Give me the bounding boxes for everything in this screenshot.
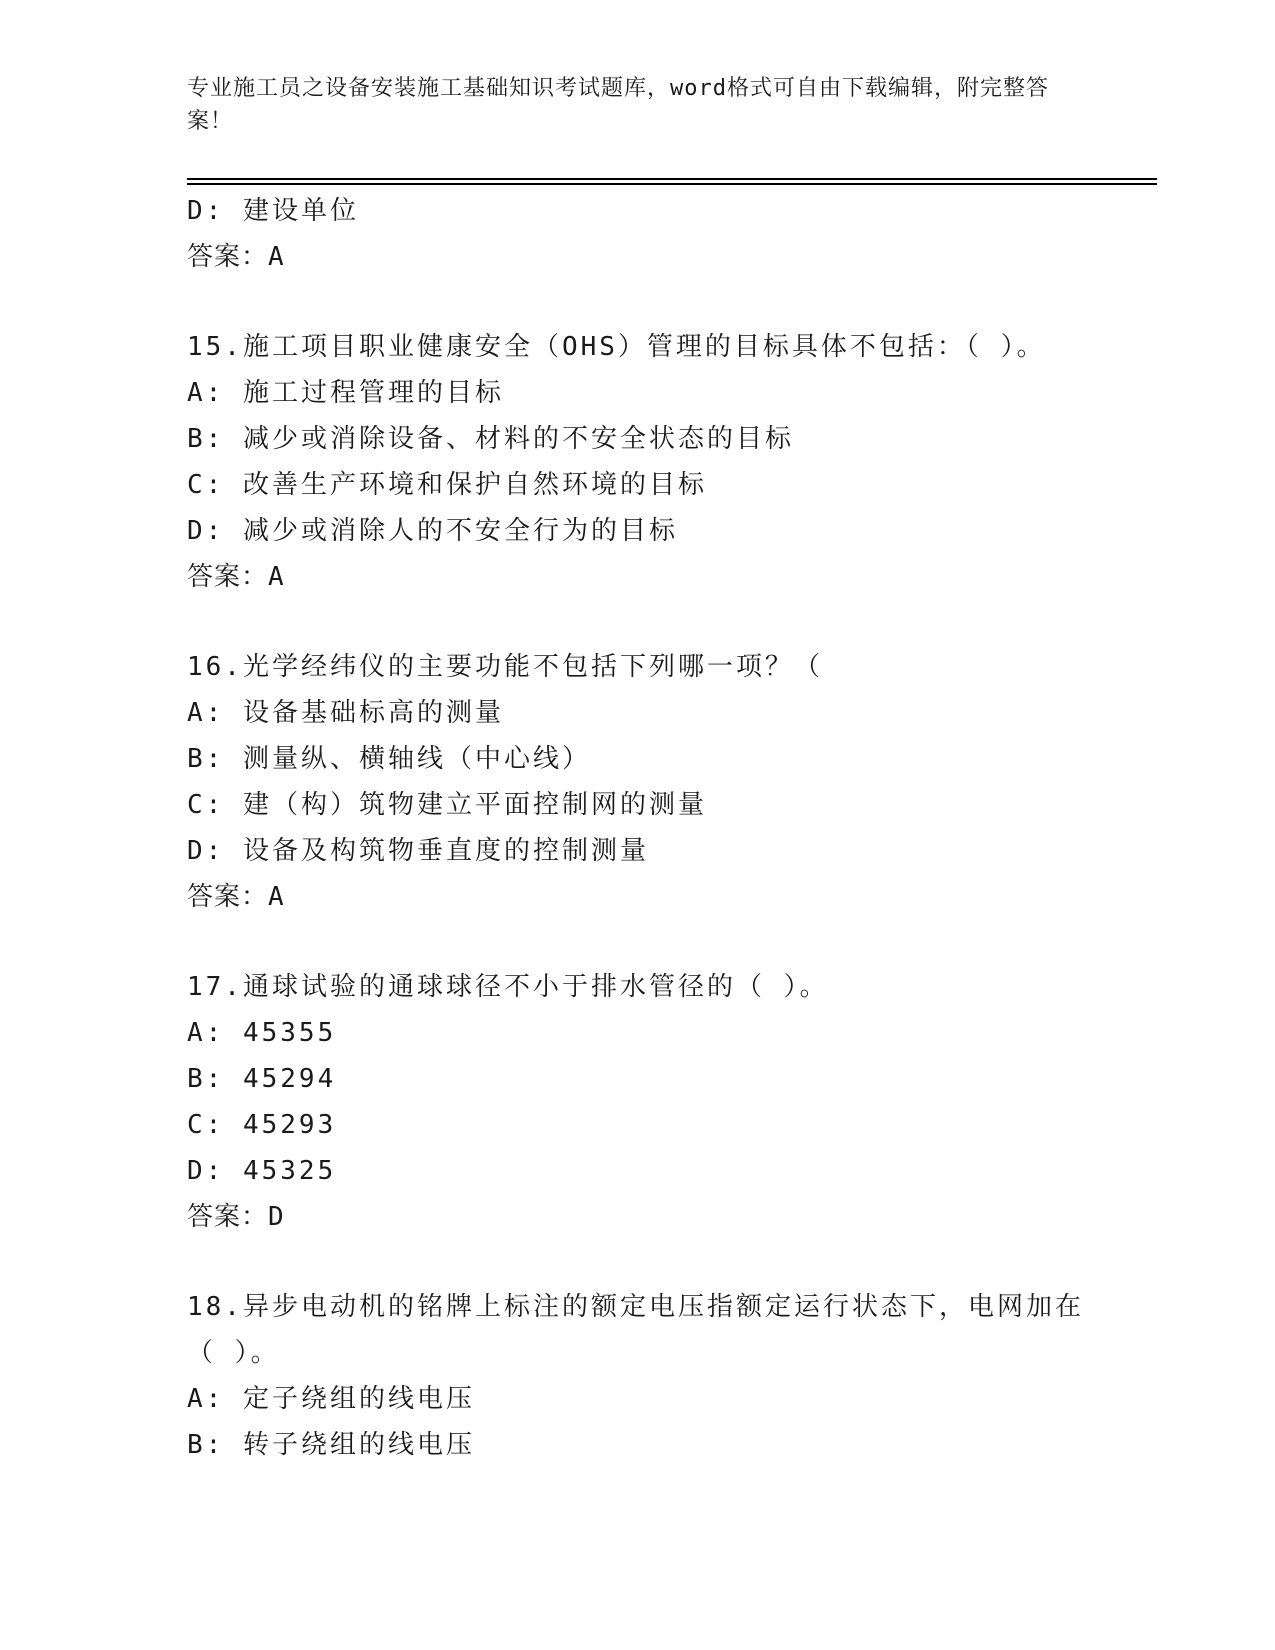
answer: 答案：A (187, 882, 285, 912)
option-a: A: 45355 (187, 1018, 337, 1048)
question-16 (187, 644, 1147, 920)
question-title: 18.异步电动机的铭牌上标注的额定电压指额定运行状态下，电网加在（ ）。 (187, 1292, 1084, 1368)
option-d: D: 45325 (187, 1156, 337, 1186)
question-18 (187, 1284, 1147, 1468)
header-rule-top (187, 178, 1157, 180)
option-b: B: 测量纵、横轴线（中心线） (187, 744, 591, 774)
option-c: C: 改善生产环境和保护自然环境的目标 (187, 470, 707, 500)
option-a: A: 定子绕组的线电压 (187, 1384, 475, 1414)
option-d: D: 设备及构筑物垂直度的控制测量 (187, 836, 649, 866)
answer: 答案：D (187, 1202, 285, 1232)
document-header: 专业施工员之设备安装施工基础知识考试题库，word格式可自由下载编辑，附完整答案！ (187, 76, 1049, 134)
option-d: D: 建设单位 (187, 196, 359, 226)
option-b: B: 转子绕组的线电压 (187, 1430, 475, 1460)
option-a: A: 施工过程管理的目标 (187, 378, 504, 408)
question-list (187, 188, 1147, 1468)
option-c: C: 45293 (187, 1110, 337, 1140)
question-title: 16.光学经纬仪的主要功能不包括下列哪一项？（ (187, 652, 823, 682)
question-15 (187, 324, 1147, 600)
answer: 答案：A (187, 242, 285, 272)
option-a: A: 设备基础标高的测量 (187, 698, 504, 728)
option-b: B: 减少或消除设备、材料的不安全状态的目标 (187, 424, 794, 454)
question-title: 15.施工项目职业健康安全（OHS）管理的目标具体不包括：（ ）。 (187, 332, 1046, 362)
header-rule-bottom (187, 183, 1157, 185)
option-c: C: 建（构）筑物建立平面控制网的测量 (187, 790, 707, 820)
question-17 (187, 964, 1147, 1240)
question-title: 17.通球试验的通球球径不小于排水管径的（ ）。 (187, 972, 829, 1002)
answer: 答案：A (187, 562, 285, 592)
option-b: B: 45294 (187, 1064, 337, 1094)
option-d: D: 减少或消除人的不安全行为的目标 (187, 516, 678, 546)
